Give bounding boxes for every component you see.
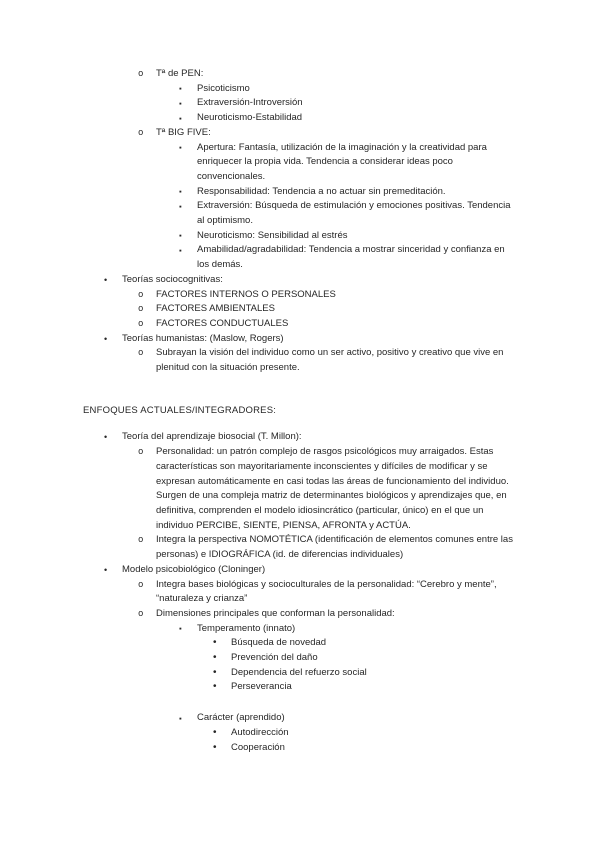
list-item-text: Neuroticismo-Estabilidad (197, 112, 303, 124)
list-item (83, 273, 517, 288)
list-item-text: Teorías sociocognitivas: (122, 273, 223, 285)
list-item (83, 332, 517, 347)
paragraph-spacer (83, 418, 517, 430)
list-item (83, 317, 517, 332)
bullet-level4-icon: • (213, 637, 217, 649)
list-item-text: Cooperación (231, 741, 285, 753)
list-item-text: Autodirección (231, 726, 289, 738)
list-item (83, 141, 517, 185)
bullet-level2-icon: o (138, 318, 144, 329)
bullet-level3-icon: ▪ (179, 187, 182, 197)
list-item (83, 96, 517, 111)
list-item-text: Búsqueda de novedad (231, 637, 327, 649)
bullet-level3-icon: ▪ (179, 98, 182, 108)
list-item-text: Neuroticismo: Sensibilidad al estrés (197, 229, 348, 241)
list-item-text: Prevención del daño (231, 652, 318, 664)
list-item (83, 651, 517, 666)
bullet-level3-icon: ▪ (179, 713, 182, 723)
bullet-level1-icon: • (104, 333, 108, 344)
list-item-text: Extraversión: Búsqueda de estimulación y emociones positivas. Tendencia al optimismo. (197, 200, 511, 227)
list-item-text: FACTORES CONDUCTUALES (156, 317, 289, 329)
list-item (83, 711, 517, 726)
list-item (83, 229, 517, 244)
list-item-text: Tª BIG FIVE: (156, 126, 211, 138)
bullet-level3-icon: ▪ (179, 84, 182, 94)
bullet-level2-icon: o (138, 289, 144, 300)
list-item-text: Responsabilidad: Tendencia a no actuar sin premeditación. (197, 185, 446, 197)
list-item-text: Integra bases biológicas y socioculturales de la personalidad: “Cerebro y mente”, “naturaleza y crianza” (156, 578, 497, 605)
list-item-text: Modelo psicobiológico (Cloninger) (122, 563, 266, 575)
list-item-text: Tª de PEN: (156, 68, 204, 79)
list-item (83, 67, 517, 82)
list-item (83, 578, 517, 607)
list-item (83, 430, 517, 445)
list-item (83, 185, 517, 200)
list-item-text: Perseverancia (231, 681, 292, 693)
list-item (83, 346, 517, 375)
list-item-text: Psicoticismo (197, 82, 250, 94)
list-item (83, 726, 517, 741)
list-item (83, 741, 517, 756)
bullet-level2-icon: o (138, 127, 144, 138)
bullet-level4-icon: • (213, 681, 217, 693)
bullet-level3-icon: ▪ (179, 624, 182, 634)
list-item (83, 622, 517, 637)
list-item (83, 563, 517, 578)
list-item-text: Personalidad: un patrón complejo de rasgos psicológicos muy arraigados. Estas características son mayoritariamente inconscientes y difíciles de modificar y se expresan automáticamente en casi todas las áreas de funcionamiento del individuo. Surgen de una compleja matriz de determinantes biológicos y aprendizajes que, en definitiva, comprenden el modelo idiosincrático (particular, único) en el que un individuo PERCIBE, SIENTE, PIENSA, AFRONTA y ACTÚA. (156, 446, 509, 531)
list-item (83, 533, 517, 562)
list-item (83, 199, 517, 228)
list-item-text: Subrayan la visión del individuo como un ser activo, positivo y creativo que vive en plenitud con la situación presente. (156, 347, 504, 374)
section-heading: ENFOQUES ACTUALES/INTEGRADORES: (83, 404, 277, 416)
bullet-level2-icon: o (138, 447, 144, 458)
bullet-level4-icon: • (213, 666, 217, 678)
bullet-level4-icon: • (213, 652, 217, 664)
bullet-level3-icon: ▪ (179, 143, 182, 153)
document-content (83, 67, 517, 755)
bullet-level2-icon: o (138, 535, 144, 546)
bullet-level4-icon: • (213, 726, 217, 738)
bullet-level3-icon: ▪ (179, 231, 182, 241)
bullet-level2-icon: o (138, 608, 144, 619)
bullet-level1-icon: • (104, 564, 108, 575)
list-item-text: Dimensiones principales que conforman la personalidad: (156, 607, 395, 619)
list-item (83, 126, 517, 141)
bullet-level2-icon: o (138, 348, 144, 359)
list-item (83, 302, 517, 317)
bullet-level3-icon: ▪ (179, 245, 182, 255)
list-item-text: Apertura: Fantasía, utilización de la imaginación y la creatividad para enriquecer la propia vida. Tendencia a considerar ideas poco convencionales. (197, 141, 487, 182)
list-item-text: FACTORES AMBIENTALES (156, 303, 275, 315)
list-item (83, 607, 517, 622)
list-item (83, 82, 517, 97)
list-item (83, 666, 517, 681)
list-item-text: Extraversión-Introversión (197, 97, 303, 109)
list-item-text: FACTORES INTERNOS O PERSONALES (156, 288, 336, 300)
list-item-text: Integra la perspectiva NOMOTÉTICA (identificación de elementos comunes entre las personas) e IDIOGRÁFICA (id. de diferencias individuales) (156, 534, 513, 561)
list-item-text: Teorías humanistas: (Maslow, Rogers) (122, 332, 284, 344)
bullet-level1-icon: • (104, 274, 108, 285)
bullet-level2-icon: o (138, 69, 144, 79)
list-item (83, 111, 517, 126)
bullet-level2-icon: o (138, 579, 144, 590)
paragraph-spacer (83, 376, 517, 404)
bullet-level4-icon: • (213, 741, 217, 753)
bullet-level1-icon: • (104, 432, 108, 443)
bullet-level3-icon: ▪ (179, 113, 182, 123)
bullet-level3-icon: ▪ (179, 201, 182, 211)
paragraph-spacer (83, 695, 517, 711)
list-item (83, 445, 517, 533)
list-item-text: Carácter (aprendido) (197, 712, 285, 724)
bullet-level2-icon: o (138, 304, 144, 315)
list-item (83, 680, 517, 695)
list-item-text: Teoría del aprendizaje biosocial (T. Millon): (122, 431, 302, 443)
list-item-text: Temperamento (innato) (197, 622, 296, 634)
list-item-text: Dependencia del refuerzo social (231, 666, 367, 678)
list-item (83, 636, 517, 651)
list-item (83, 243, 517, 272)
list-item (83, 288, 517, 303)
list-item-text: Amabilidad/agradabilidad: Tendencia a mostrar sinceridad y confianza en los demás. (197, 244, 505, 271)
